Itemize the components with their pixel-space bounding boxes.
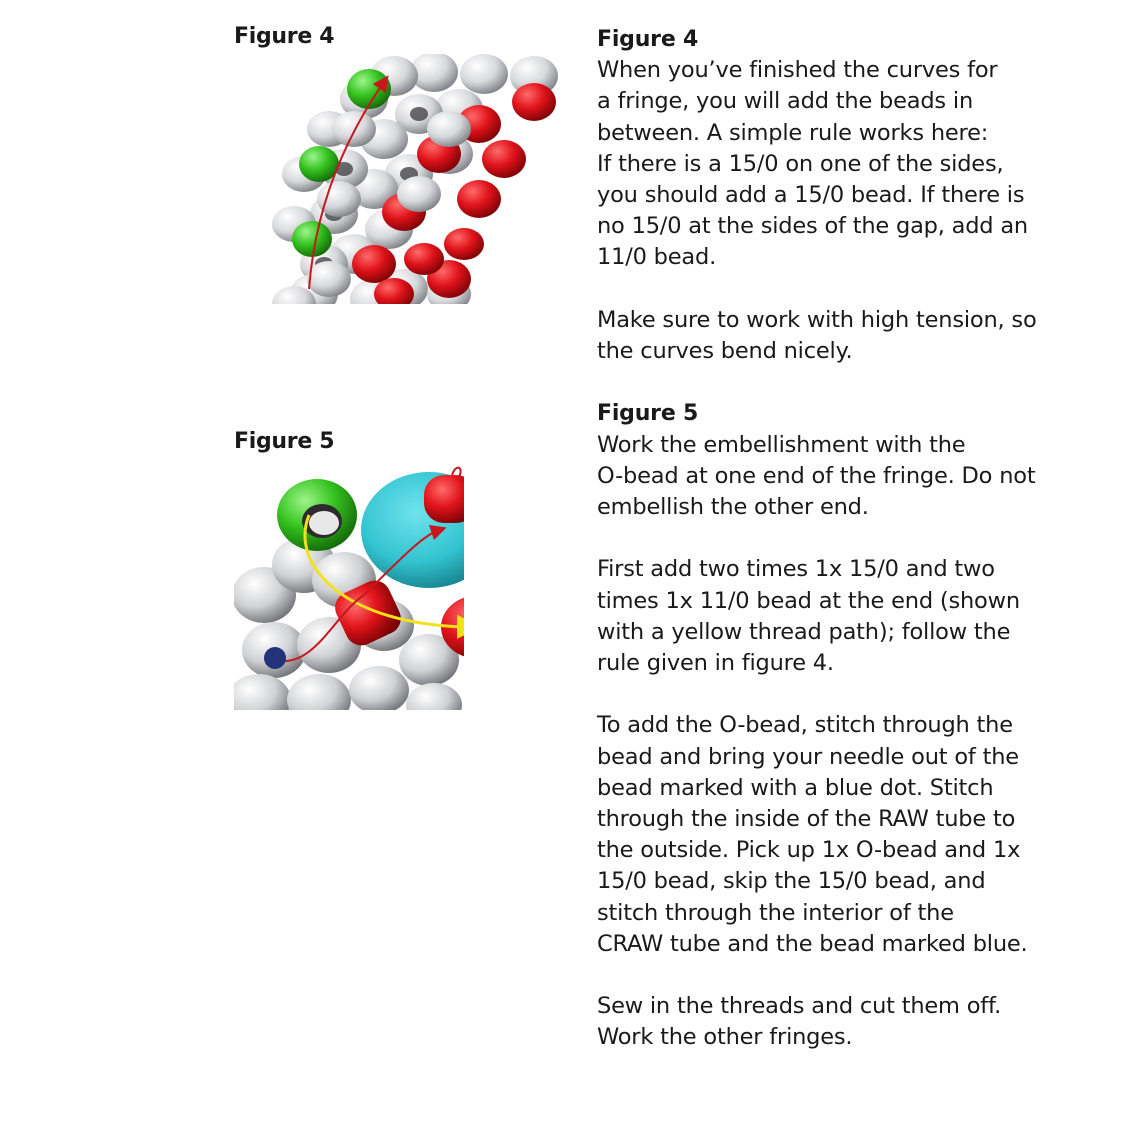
figure-5-paragraph-2: First add two times 1x 15/0 and two times 1x 11/0 bead at the end (shown with a yellow thread path); follow the rule given in figure 4. [597, 556, 1020, 677]
figure-4-bead-illustration [234, 54, 574, 304]
figure-5-heading: Figure 5 [597, 401, 699, 427]
figure-5-label: Figure 5 [234, 429, 335, 454]
figure-5-bead-illustration [234, 455, 464, 710]
green-bead [277, 479, 357, 551]
figure-5-paragraph-3: To add the O-bead, stitch through the bead and bring your needle out of the bead marked with a blue dot. Stitch through the inside of the RAW tube to the outside. Pick up 1x O-bead and 1x 15/0 bead, skip the 15/0 bead, and stitch through the interior of the CRAW tube and the bead marked blue. [597, 712, 1028, 957]
figure-5-paragraph-4: Sew in the threads and cut them off. Work the other fringes. [597, 993, 1002, 1051]
figure-4-heading: Figure 4 [597, 27, 699, 52]
figure-4-label: Figure 4 [234, 24, 335, 49]
figure-4-paragraph-1: When you’ve finished the curves for a fringe, you will add the beads in between. A simple rule works here: If there is a 15/0 on one of the sides, you should add a 15/0 bead. If there is no 15/0 at the sides of the gap, add an 11/0 bead. [597, 57, 1028, 271]
instructions-column [597, 24, 1037, 1054]
figure-5-paragraph-1: Work the embellishment with the O-bead at one end of the fringe. Do not embellish the other end. [597, 431, 1036, 521]
red-bead [424, 475, 464, 523]
blue-dot-marker [264, 647, 286, 669]
figure-4-paragraph-2: Make sure to work with high tension, so the curves bend nicely. [597, 306, 1037, 365]
